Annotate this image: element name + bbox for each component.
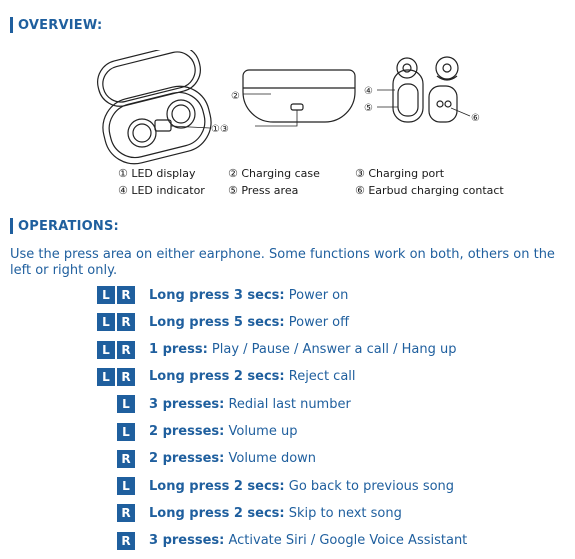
left-earbud-badge: L — [117, 423, 135, 441]
closed-case-illustration — [243, 70, 355, 126]
right-earbud-badge: R — [117, 313, 135, 331]
operation-description — [149, 342, 457, 357]
left-earbud-badge: L — [97, 286, 115, 304]
operations-title: OPERATIONS: — [18, 218, 119, 234]
operation-row — [97, 339, 457, 361]
badge-spacer — [97, 504, 115, 522]
callout-1-3: ①③ — [211, 124, 229, 135]
operation-description — [149, 288, 348, 303]
left-earbud-badge: L — [117, 477, 135, 495]
legend-led-display: ① LED display — [118, 167, 196, 180]
operation-result: Play / Pause / Answer a call / Hang up — [207, 342, 457, 358]
earbud-back-illustration — [429, 57, 470, 122]
operation-row — [97, 284, 348, 306]
operation-row — [97, 448, 316, 470]
badge-spacer — [97, 395, 115, 413]
operation-description — [149, 315, 349, 330]
operation-description — [149, 397, 351, 412]
operation-action: Long press 5 secs: — [149, 314, 285, 330]
operation-action: 3 presses: — [149, 396, 225, 412]
operation-row — [97, 393, 351, 415]
right-earbud-badge: R — [117, 286, 135, 304]
overview-heading — [10, 17, 102, 33]
legend-charging-case: ② Charging case — [228, 167, 320, 180]
operation-description — [149, 479, 454, 494]
callout-5: ⑤ — [364, 103, 373, 114]
heading-accent-bar — [10, 218, 13, 234]
badge-spacer — [97, 423, 115, 441]
operations-heading — [10, 218, 119, 234]
left-earbud-badge: L — [117, 395, 135, 413]
operation-action: Long press 2 secs: — [149, 505, 285, 521]
operation-row — [97, 366, 356, 388]
right-earbud-badge: R — [117, 532, 135, 550]
overview-title: OVERVIEW: — [18, 17, 103, 33]
operation-result: Activate Siri / Google Voice Assistant — [224, 533, 468, 549]
operation-result: Reject call — [284, 369, 356, 385]
operation-row — [97, 530, 467, 552]
badge-spacer — [97, 532, 115, 550]
callout-2: ② — [231, 91, 240, 102]
operation-action: 3 presses: — [149, 533, 225, 549]
operation-result: Power on — [284, 287, 349, 303]
operation-action: Long press 2 secs: — [149, 369, 285, 385]
legend-charging-port: ③ Charging port — [355, 167, 445, 180]
operation-action: 1 press: — [149, 342, 208, 358]
left-earbud-badge: L — [97, 313, 115, 331]
operation-action: Long press 3 secs: — [149, 287, 285, 303]
operation-result: Go back to previous song — [284, 478, 455, 494]
left-earbud-badge: L — [97, 368, 115, 386]
operation-action: 2 presses: — [149, 424, 225, 439]
operation-result: Power off — [284, 314, 350, 330]
earbud-front-illustration — [377, 58, 423, 122]
operation-description — [149, 506, 402, 521]
operation-action: Long press 2 secs: — [149, 478, 285, 494]
operation-row — [97, 475, 454, 497]
legend-press-area: ⑤ Press area — [228, 184, 299, 197]
legend-charging-contact: ⑥ Earbud charging contact — [355, 184, 504, 197]
open-case-illustration — [93, 50, 217, 165]
operation-row — [97, 502, 402, 524]
product-diagram — [85, 50, 505, 165]
operation-result: Skip to next song — [284, 505, 402, 521]
callout-4: ④ — [364, 86, 373, 97]
operation-description — [149, 369, 356, 384]
right-earbud-badge: R — [117, 368, 135, 386]
operation-result: Volume down — [224, 451, 317, 467]
operations-intro: Use the press area on either earphone. Some functions work on both, others on the left or right only. — [10, 247, 555, 278]
operation-result: Volume up — [224, 424, 298, 439]
left-earbud-badge: L — [97, 341, 115, 359]
operation-action: 2 presses: — [149, 451, 225, 467]
right-earbud-badge: R — [117, 504, 135, 522]
legend-led-indicator: ④ LED indicator — [118, 184, 205, 197]
right-earbud-badge: R — [117, 341, 135, 359]
operation-row — [97, 311, 349, 333]
operation-description — [149, 533, 467, 548]
operation-row — [97, 421, 297, 443]
callout-6: ⑥ — [471, 113, 480, 124]
right-earbud-badge: R — [117, 450, 135, 468]
operation-result: Redial last number — [224, 396, 351, 412]
heading-accent-bar — [10, 17, 13, 33]
operation-description — [149, 451, 316, 466]
operation-description — [149, 424, 297, 439]
badge-spacer — [97, 477, 115, 495]
badge-spacer — [97, 450, 115, 468]
